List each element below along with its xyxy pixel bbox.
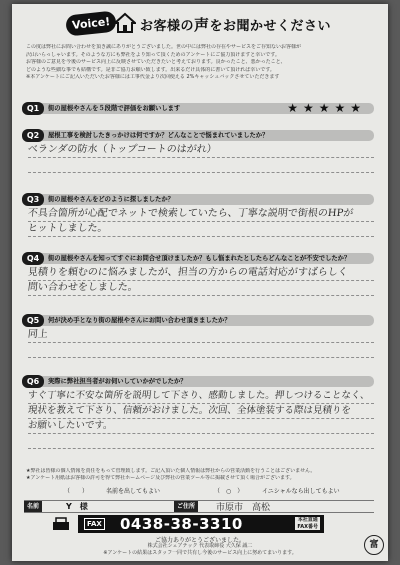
house-icon (114, 12, 136, 34)
question-4 (24, 253, 374, 293)
answer-area (28, 207, 374, 237)
voice-badge: Voice! (65, 10, 117, 36)
company-seal: 富 (364, 535, 384, 555)
intro-text: この度は弊社にお問い合わせを頂き誠にありがとうございました。世の中には弊社の存在やサービスをご存知ないお客様が 沢山いらっしゃいます。そのような方にも弊社をより知って頂くためのアンケートにご協力頂けますと幸いです。 お客様のご意見を今後のサービス向上に反映させていただきたいと考えております。良かったこと、悪かったこと、 どのような些細な事でも結構です。是非ご協力お願い致します。出来るだけ具体的に書いて頂ければ幸いです。 ※本アンケートにご記入いただいたお客様には工事代金より次回使える 2%キャッシュバックさせていただきます (26, 44, 302, 80)
fax-label: FAX (84, 518, 105, 530)
name-label: 名前 (24, 501, 42, 512)
fax-banner (78, 515, 324, 533)
answer-line: 見積りを頼むのに悩みましたが、担当の方からの電話対応がすばらしく (27, 267, 349, 278)
page-title: お客様の声をお聞かせください (140, 16, 332, 34)
permission-mark-2: （ ○ ） (214, 488, 244, 495)
question-5 (24, 315, 374, 340)
survey-sheet (12, 4, 388, 561)
question-text: 屋根工事を検討したきっかけは何ですか？どんなことで悩まれていましたか？ (48, 132, 269, 139)
answer-area (28, 389, 374, 449)
answer-line: 問い合わせをしました。 (27, 282, 139, 293)
permission-option-2: イニシャルなら出してもよい (262, 488, 340, 495)
answer-area (28, 143, 374, 173)
answer-area (28, 266, 374, 296)
question-1 (24, 103, 374, 114)
signature-row (24, 500, 374, 513)
question-text: 街の屋根やさんを５段階で評価をお願いします (48, 105, 181, 112)
answer-line: 同上 (27, 329, 49, 340)
address-value: 市原市 高松 (216, 503, 271, 513)
star-rating: ★★★★★ (287, 101, 366, 115)
fax-side-note: 本社直通 FAX番号 (297, 517, 318, 530)
header (12, 10, 388, 38)
permission-mark-1: （ ） (64, 488, 89, 495)
answer-line: ベランダの防水（トップコートのはがれ） (27, 144, 218, 155)
question-6 (24, 376, 374, 431)
question-text: 実際に弊社担当者がお伺いしていかがでしたか？ (48, 378, 187, 385)
answer-line: お願いしたいです。 (27, 420, 114, 431)
question-number: Q3 (22, 193, 44, 206)
question-number: Q5 (22, 314, 44, 327)
thanks-text: ご協力ありがとうございました。 (154, 537, 245, 544)
fax-number: 0438-38-3310 (120, 515, 243, 533)
answer-line: すぐ丁寧に不安な箇所を説明して下さり、感動しました。押しつけることなく、 (27, 390, 371, 401)
question-number: Q2 (22, 129, 44, 142)
question-number: Q1 (22, 102, 44, 115)
address-label: ご住所 (174, 501, 198, 512)
answer-line: ヒットしました。 (27, 223, 109, 234)
privacy-notes: ★弊社は皆様の個人情報を責任をもって管理致します。ご記入頂いた個人情報は弊社からの営業活動を行うことはございません。 ★アンケート用紙はお客様の許可を得て弊社ホームページ及び弊社の営業ツール等に掲載させて頂く場合がございます。 (26, 468, 316, 481)
answer-line: 現状を教えて下さり、信頼がおけました。次回、全体塗装する際は見積りを (27, 405, 352, 416)
question-text: 街の屋根やさんを知ってすぐにお問合せ頂けましたか？もし悩まれたとしたらどんなことが不安でしたか？ (48, 255, 351, 262)
question-text: 街の屋根やさんをどのように探しましたか？ (48, 196, 174, 203)
fax-machine-icon (52, 517, 70, 531)
question-text: 何が決め手となり街の屋根やさんにお問い合わせ頂きましたか？ (48, 317, 231, 324)
answer-line: 不具合箇所が心配でネットで検索していたら、丁寧な説明で街根のHPが (27, 208, 354, 219)
name-permission (24, 486, 374, 498)
answer-area (28, 328, 374, 358)
permission-option-1: 名前を出してもよい (106, 488, 161, 495)
question-3 (24, 194, 374, 234)
company-info: 株式会社シェアテック 代表取締役 大久保 誠二 ※アンケートの結果はスタッフ一同で共有し今後のサービス向上に努めてまいります。 (103, 543, 297, 556)
name-value: Y 様 (66, 502, 88, 511)
question-number: Q4 (22, 252, 44, 265)
question-2 (24, 130, 374, 155)
question-number: Q6 (22, 375, 44, 388)
